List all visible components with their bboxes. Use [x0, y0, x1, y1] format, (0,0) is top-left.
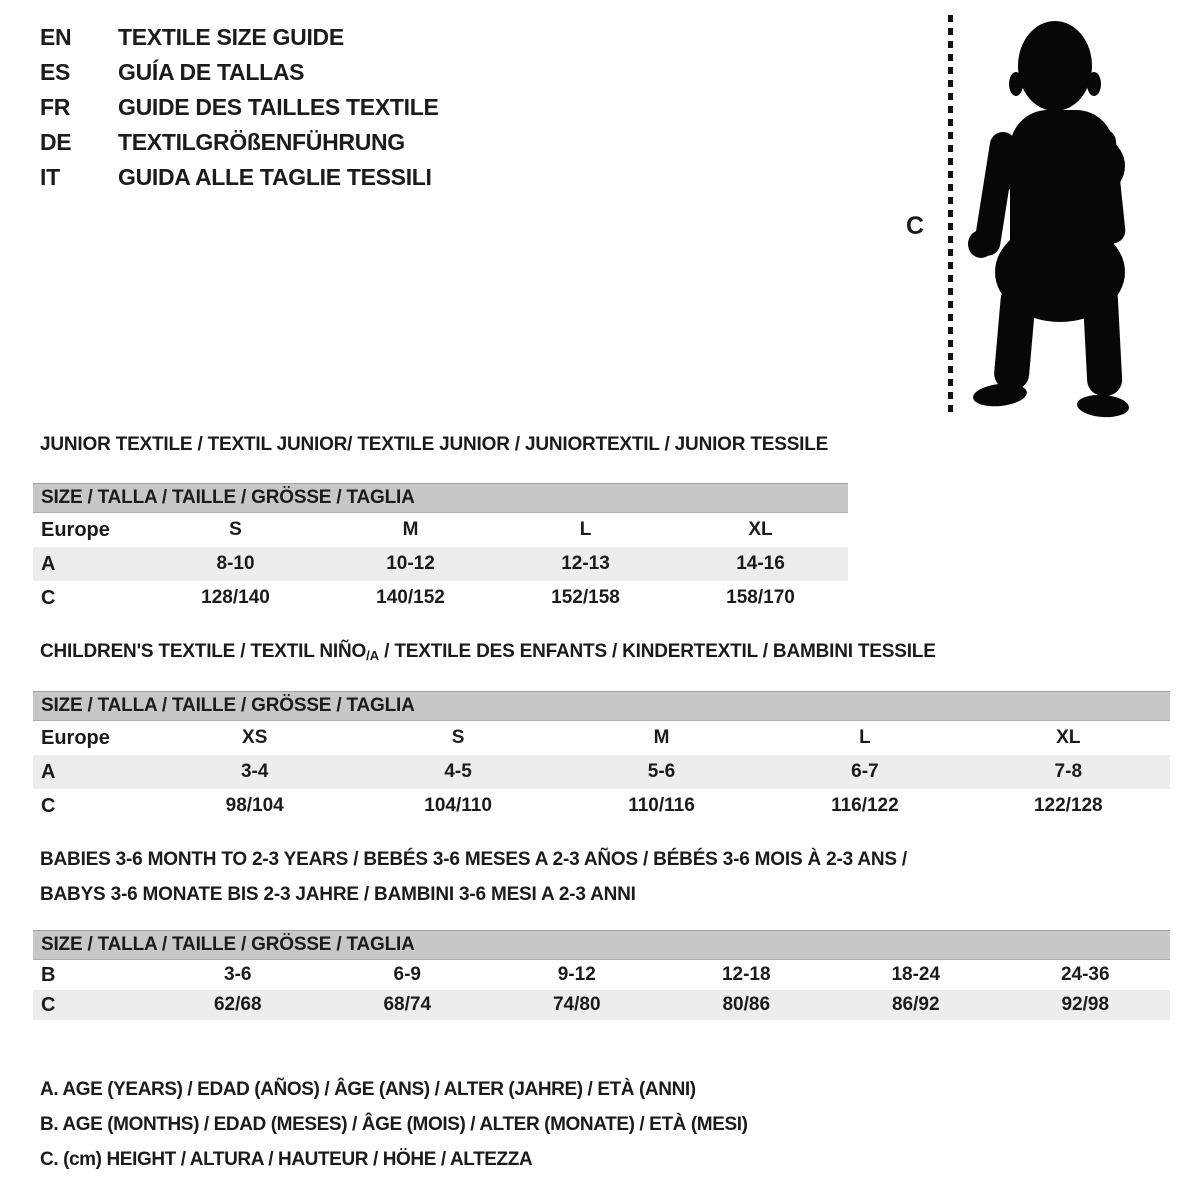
height-cell: 110/116 — [628, 795, 695, 816]
height-cell: 80/86 — [722, 994, 771, 1015]
row-label: Europe — [41, 726, 110, 749]
size-cell: S — [229, 519, 242, 540]
language-row-en — [40, 20, 439, 55]
row-label: B — [41, 963, 56, 986]
junior-size-table — [33, 483, 848, 615]
size-cell: XS — [242, 727, 268, 748]
size-cell: S — [451, 727, 465, 748]
children-title-post: / TEXTILE DES ENFANTS / KINDERTEXTIL / BAMBINI TESSILE — [379, 641, 936, 662]
language-code: FR — [40, 94, 71, 120]
row-label: C — [41, 586, 56, 609]
age-months-row — [33, 960, 1170, 990]
toddler-silhouette-image — [966, 14, 1138, 419]
height-cell: 116/122 — [831, 795, 899, 816]
age-cell: 3-6 — [224, 964, 252, 985]
height-cell: 128/140 — [201, 587, 270, 608]
height-cell: 74/80 — [552, 994, 601, 1015]
guide-title-de: TEXTILGRÖßENFÜHRUNG — [118, 129, 405, 155]
children-title-pre: CHILDREN'S TEXTILE / TEXTIL NIÑO — [40, 641, 367, 662]
size-cell: L — [579, 519, 592, 540]
size-cell: L — [859, 727, 871, 748]
europe-size-row — [33, 513, 848, 547]
age-years-row — [33, 755, 1170, 789]
age-cell: 24-36 — [1060, 964, 1110, 985]
size-table-header: SIZE / TALLA / TAILLE / GRÖSSE / TAGLIA — [33, 483, 848, 513]
size-table-header: SIZE / TALLA / TAILLE / GRÖSSE / TAGLIA — [33, 930, 1170, 960]
children-size-table — [33, 691, 1170, 823]
size-cell: M — [402, 519, 419, 540]
height-cm-row — [33, 990, 1170, 1020]
height-cell: 152/158 — [551, 587, 620, 608]
height-cell: 68/74 — [383, 994, 432, 1015]
guide-title-fr: GUIDE DES TAILLES TEXTILE — [118, 94, 439, 120]
legend-block — [40, 1072, 748, 1177]
europe-size-row — [33, 721, 1170, 755]
height-cell: 122/128 — [1033, 795, 1103, 816]
size-table-header: SIZE / TALLA / TAILLE / GRÖSSE / TAGLIA — [33, 691, 1170, 721]
size-cell: XL — [748, 519, 773, 540]
children-section-title — [40, 641, 936, 663]
height-cell: 92/98 — [1061, 994, 1110, 1015]
age-cell: 3-4 — [240, 761, 269, 782]
height-cell: 104/110 — [424, 795, 492, 816]
age-cell: 12-13 — [561, 553, 610, 574]
language-code: DE — [40, 129, 72, 155]
size-cell: M — [653, 727, 670, 748]
height-cm-row — [33, 581, 848, 615]
language-row-fr — [40, 90, 439, 125]
language-title-block — [40, 20, 439, 195]
age-cell: 10-12 — [386, 553, 435, 574]
age-cell: 14-16 — [736, 553, 785, 574]
height-cell: 86/92 — [891, 994, 940, 1015]
guide-title-it: GUIDA ALLE TAGLIE TESSILI — [118, 164, 432, 190]
toddler-figure — [966, 14, 1138, 419]
height-cell: 158/170 — [726, 587, 795, 608]
babies-section-title-line1: BABIES 3-6 MONTH TO 2-3 YEARS / BEBÉS 3-6 MESES A 2-3 AÑOS / BÉBÉS 3-6 MOIS À 2-3 ANS / — [40, 849, 908, 870]
babies-section-title-line2: BABYS 3-6 MONATE BIS 2-3 JAHRE / BAMBINI 3-6 MESI A 2-3 ANNI — [40, 884, 636, 905]
row-label: Europe — [41, 518, 110, 541]
age-cell: 4-5 — [444, 761, 472, 782]
age-cell: 6-7 — [851, 761, 879, 782]
legend-b-age-months: B. AGE (MONTHS) / EDAD (MESES) / ÂGE (MOIS) / ALTER (MONATE) / ETÀ (MESI) — [40, 1113, 748, 1135]
age-cell: 5-6 — [647, 761, 676, 782]
age-years-row — [33, 547, 848, 581]
guide-title-en: TEXTILE SIZE GUIDE — [118, 24, 344, 50]
age-cell: 6-9 — [393, 964, 421, 985]
row-label: A — [41, 552, 56, 575]
language-row-it — [40, 160, 439, 195]
row-label: A — [41, 760, 56, 783]
junior-section-title: JUNIOR TEXTILE / TEXTIL JUNIOR/ TEXTILE JUNIOR / JUNIORTEXTIL / JUNIOR TESSILE — [40, 434, 829, 455]
babies-size-table — [33, 930, 1170, 1020]
height-measure-dashed-line — [948, 15, 953, 417]
age-cell: 18-24 — [891, 964, 941, 985]
age-cell: 9-12 — [557, 964, 596, 985]
height-cell: 140/152 — [376, 587, 445, 608]
age-cell: 8-10 — [216, 553, 255, 574]
language-row-de — [40, 125, 439, 160]
language-code: ES — [40, 59, 71, 85]
row-label: C — [41, 993, 56, 1016]
height-marker-label: C — [906, 212, 925, 240]
size-cell: XL — [1056, 727, 1081, 748]
row-label: C — [41, 794, 56, 817]
legend-a-age-years: A. AGE (YEARS) / EDAD (AÑOS) / ÂGE (ANS) / ALTER (JAHRE) / ETÀ (ANNI) — [40, 1078, 696, 1100]
guide-title-es: GUÍA DE TALLAS — [118, 59, 305, 85]
language-code: IT — [40, 164, 60, 190]
height-cell: 62/68 — [213, 994, 262, 1015]
language-code: EN — [40, 24, 72, 50]
language-row-es — [40, 55, 439, 90]
height-cell: 98/104 — [225, 795, 284, 816]
children-title-subscript: /A — [366, 648, 380, 663]
age-cell: 12-18 — [721, 964, 771, 985]
legend-c-height-cm: C. (cm) HEIGHT / ALTURA / HAUTEUR / HÖHE / ALTEZZA — [40, 1148, 533, 1170]
height-cm-row — [33, 789, 1170, 823]
age-cell: 7-8 — [1054, 761, 1083, 782]
